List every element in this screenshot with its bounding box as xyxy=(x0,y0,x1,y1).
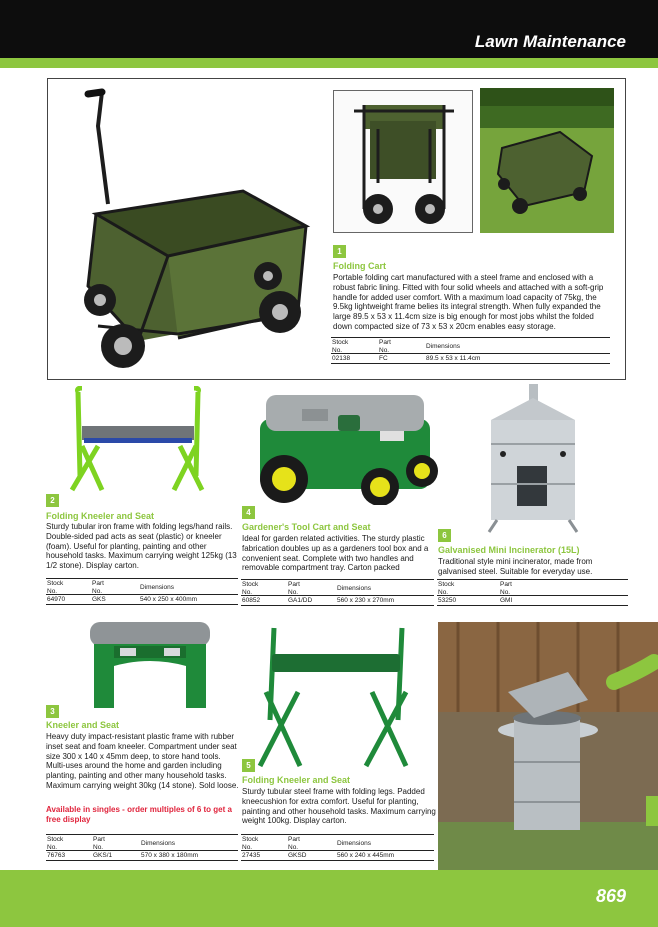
dimensions-header: Dimensions xyxy=(140,584,174,591)
part-no: GKSD xyxy=(288,852,307,859)
part-no-header: Part No. xyxy=(93,836,105,851)
part-no: GMI xyxy=(500,597,513,604)
stock-no: 02138 xyxy=(332,355,351,362)
product-badge: 4 xyxy=(242,506,255,519)
incinerator-garden-photo xyxy=(438,622,658,882)
product-title: Folding Kneeler and Seat xyxy=(242,775,351,785)
spec-row xyxy=(331,354,610,364)
stock-no: 64970 xyxy=(47,596,66,603)
product-badge: 2 xyxy=(46,494,59,507)
spec-row xyxy=(241,596,434,606)
stock-no-header: Stock No. xyxy=(242,581,259,596)
stock-no-header: Stock No. xyxy=(438,581,455,596)
part-no-header: Part No. xyxy=(500,581,512,596)
spec-table xyxy=(46,834,238,861)
dimensions: 89.5 x 53 x 11.4cm xyxy=(426,355,481,362)
spec-table xyxy=(46,578,238,605)
stock-no-header: Stock No. xyxy=(242,836,259,851)
spec-header xyxy=(241,834,434,851)
dimensions-header: Dimensions xyxy=(337,585,371,592)
footer-stripe xyxy=(0,870,658,884)
promo-text: Available in singles - order multiples of 6 to get a free display xyxy=(46,805,232,824)
part-no-header: Part No. xyxy=(288,581,300,596)
product-description: Heavy duty impact-resistant plastic frame with rubber inset seat and foam kneeler. Compartment under seat size 300 x 140 x 45mm deep, to store hand tools. Multi-uses around the home and garden including planting, painting and other many household tasks. Maximum carrying weight 30kg (14 stone). Sold loose. xyxy=(46,732,239,790)
tool-cart-image xyxy=(250,387,440,505)
folded-cart-image xyxy=(333,90,473,233)
part-no-header: Part No. xyxy=(288,836,300,851)
product-description: Ideal for garden related activities. The sturdy plastic fabrication doubles up as a gardeners tool box and a convenient seat. Complete with two handles and removable compartment tray. Carton packed xyxy=(242,534,429,573)
side-tab xyxy=(646,796,658,826)
product-description: Sturdy tubular steel frame with folding legs. Padded kneecushion for extra comfort. Useful for planting, painting and other household tasks. Maximum carrying weight 100kg. Display carton. xyxy=(242,787,436,826)
stock-no: 60852 xyxy=(242,597,261,604)
stock-no-header: Stock No. xyxy=(332,339,349,354)
section-title: Lawn Maintenance xyxy=(474,32,626,51)
dimensions: 560 x 240 x 445mm xyxy=(337,852,395,859)
dimensions: 570 x 380 x 180mm xyxy=(141,852,199,859)
cart-lawn-photo xyxy=(480,88,614,233)
spec-table xyxy=(241,834,434,861)
part-no: GA1/DD xyxy=(288,597,313,604)
dimensions-header: Dimensions xyxy=(426,343,460,350)
footer-bar xyxy=(0,884,658,927)
kneeler-seat-image xyxy=(80,618,220,714)
product-badge: 3 xyxy=(46,705,59,718)
product-description: Sturdy tubular iron frame with folding legs/hand rails. Double-sided pad acts as seat (plastic) or kneeler (foam). Useful for planting, painting and other household tasks. Maximum carrying weight 125kg (13 1/2 stone). Display carton. xyxy=(46,522,237,571)
part-no: GKS/1 xyxy=(93,852,113,859)
product-badge: 1 xyxy=(333,245,346,258)
spec-header xyxy=(331,337,610,354)
product-badge: 5 xyxy=(242,759,255,772)
header-stripe xyxy=(0,58,658,68)
spec-table xyxy=(331,337,610,364)
spec-row xyxy=(46,595,238,605)
folding-cart-image xyxy=(58,86,320,372)
stock-no: 76763 xyxy=(47,852,66,859)
folding-kneeler-green-image xyxy=(256,622,414,770)
stock-no-header: Stock No. xyxy=(47,580,64,595)
dimensions: 560 x 230 x 270mm xyxy=(337,597,395,604)
spec-row xyxy=(437,596,628,606)
spec-header xyxy=(437,579,628,596)
product-badge: 6 xyxy=(438,529,451,542)
spec-header xyxy=(241,579,434,596)
product-title: Folding Cart xyxy=(333,261,386,271)
spec-row xyxy=(241,851,434,861)
product-title: Galvanised Mini Incinerator (15L) xyxy=(438,545,580,555)
part-no-header: Part No. xyxy=(92,580,104,595)
part-no: FC xyxy=(379,355,388,362)
spec-table xyxy=(241,579,434,606)
spec-table xyxy=(437,579,628,606)
product-description: Portable folding cart manufactured with a steel frame and enclosed with a robust fabric lining. Fitted with four solid wheels and attached with a soft-grip handle for added user comfort. With a maximum load capacity of 75kg, the 9.5kg lightweight frame belies its integral strength. When fully expanded the large 89.5 x 53 x 11.4cm size is big enough for most jobs whilst the folded down compacted size of 73 x 53 x 20cm enables easy storage. xyxy=(333,273,604,331)
dimensions-header: Dimensions xyxy=(141,840,175,847)
dimensions: 540 x 250 x 400mm xyxy=(140,596,198,603)
spec-row xyxy=(46,851,238,861)
incinerator-image xyxy=(483,384,583,534)
spec-header xyxy=(46,834,238,851)
dimensions-header: Dimensions xyxy=(337,840,371,847)
part-no: GKS xyxy=(92,596,106,603)
part-no-header: Part No. xyxy=(379,339,391,354)
spec-header xyxy=(46,578,238,595)
product-description: Traditional style mini incinerator, made from galvanised steel. Suitable for everyday use. xyxy=(438,557,593,576)
product-title: Gardener's Tool Cart and Seat xyxy=(242,522,371,532)
page-number: 869 xyxy=(595,886,626,906)
product-title: Folding Kneeler and Seat xyxy=(46,511,155,521)
product-title: Kneeler and Seat xyxy=(46,720,120,730)
stock-no-header: Stock No. xyxy=(47,836,64,851)
folding-kneeler-image xyxy=(62,386,214,496)
stock-no: 53250 xyxy=(438,597,457,604)
stock-no: 27435 xyxy=(242,852,261,859)
